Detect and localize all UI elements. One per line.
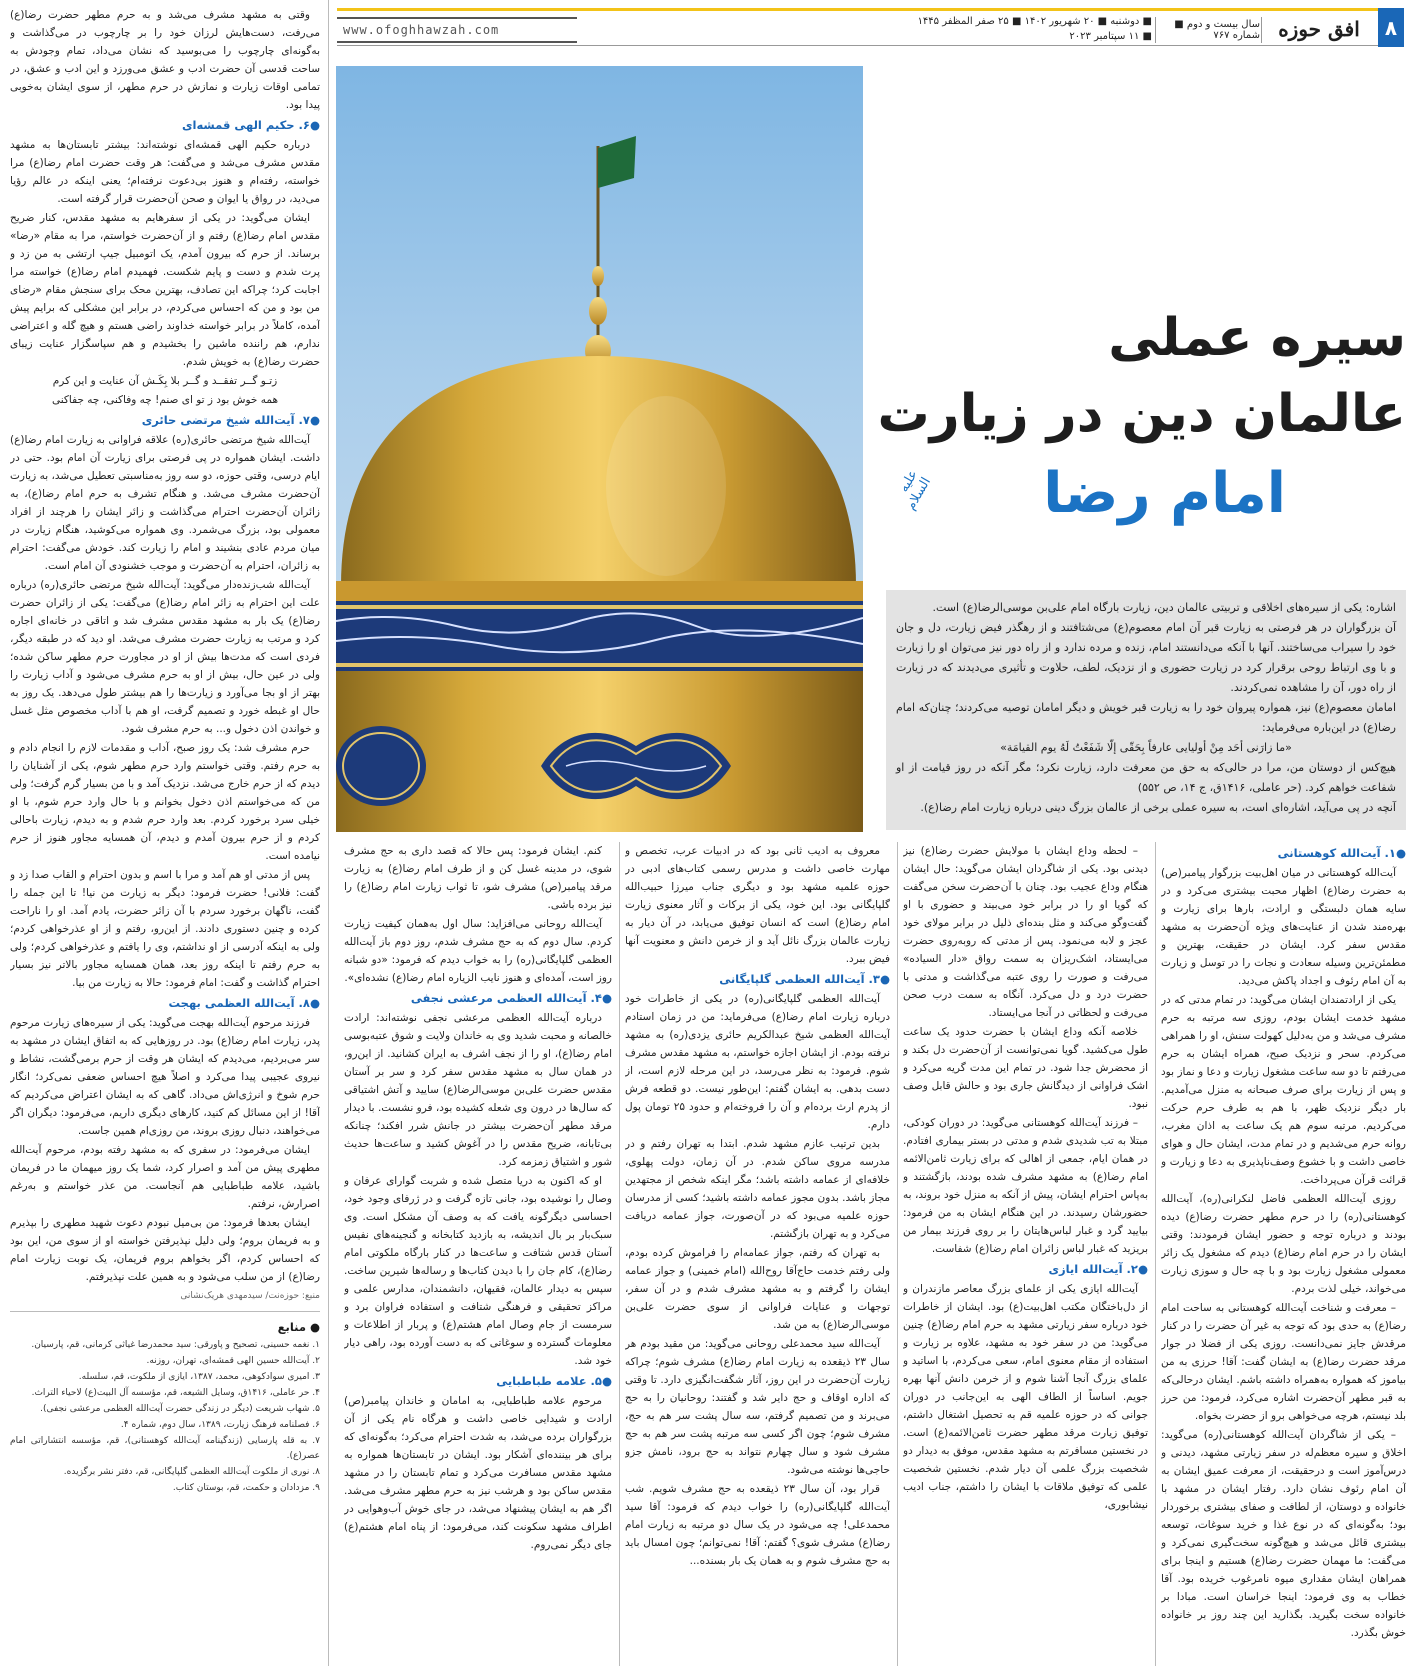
title-line-3: امام رضا: [1043, 461, 1286, 526]
section-heading: ●۷. آیت‌الله شیخ مرتضی حائری: [141, 413, 320, 427]
section-heading: ●۶. حکیم الهی قمشه‌ای: [181, 118, 320, 132]
section-heading: ●۱. آیت‌الله کوهستانی: [1277, 846, 1406, 860]
body-paragraph: آیت‌الله شب‌زنده‌دار می‌گوید: آیت‌الله شیخ مرتضی حائری(ره) درباره علت این احترام به زائر امام رضا(ع) می‌گفت: یکی از زائران حضرت رضا(ع) یک بار به مشهد مقدس مشرف شد و اتاقی در خانه‌ای اجاره کرد و مرتب به زیارت حضرت مشرف می‌شد. او دید که در طبقه دیگر، فردی است که مدت‌ها بیش از او در مجاورت حرم مطهر ساکن شده؛ ولی در عین حال، بیش از او به حرم مشرف می‌شود و آداب زیارت را بهتر از او بجا می‌آورد و زیارت‌ها را هم بیشتر طول می‌دهد. یک روز به حال او غبطه خورد و تصمیم گرفت، او هم با آداب مخصوص مثل غسل و خواندن اذن دخول و... به حرم مشرف شود.: [10, 579, 320, 735]
body-paragraph: بدین ترتیب عازم مشهد شدم. ابتدا به تهران رفتم و در مدرسه مروی ساکن شدم. در آن زمان، دولت پهلوی، خلافه‌ای از عمامه داشته باشد؛ مگر اینکه شخص از مجتهدین مجاز باشد. بدون مجوز عمامه داشته باشید؛ کسی از مدرسان حوزه علمیه می‌بود که در آن‌صورت، جواز عمامه دریافت می‌کرد و به تهران بازگشتم.: [625, 1138, 890, 1240]
date-line: [872, 14, 1152, 44]
article-column-4: [344, 842, 612, 1666]
reference-item: ۷. به قله پارسایی (زندگینامه آیت‌الله کوهستانی)، قم، مؤسسه انتشاراتی امام عصر(ع).: [10, 1436, 320, 1461]
body-paragraph: کنم. ایشان فرمود: پس حالا که قصد داری به حج مشرف شوی، در مدینه غسل کن و از طرف امام رضا(ع) به زیارت مرقد پیامبر(ص) مشرف شو، تا ثواب زیارت امام رضا(ع) را نیز برده باشی.: [344, 845, 612, 911]
issue-info: سال بیست و دوم ■ شماره ۷۶۷: [1174, 19, 1260, 41]
column-divider: [328, 0, 329, 1666]
reference-item: ۳. امیری سوادکوهی، محمد، ۱۳۸۷، ایازی از ملکوت، قم، سلسله.: [78, 1372, 320, 1382]
body-paragraph: به تهران که رفتم، جواز عمامه‌ام را فراموش کرده بودم، ولی رفتم خدمت حاج‌آقا روح‌الله (امام خمینی) و جواز عمامه ایشان را گرفتم و به مشهد مشرف شدم و در آن سفر، توجهات و عنایات فراوانی از سوی حضرت علی‌بن موسی‌الرضا(ع) به من شد.: [625, 1247, 890, 1331]
reference-item: ۶. فصلنامه فرهنگ زیارت، ۱۳۸۹، سال دوم، شماره ۴.: [120, 1420, 320, 1430]
reference-item: ۱. نغمه حسینی، تصحیح و پاورقی: سید محمدرضا غیاثی کرمانی، قم، پارسیان.: [31, 1340, 320, 1350]
body-paragraph: روزی آیت‌الله العظمی فاضل لنکرانی(ره)، آیت‌الله کوهستانی(ره) را در حرم مطهر حضرت رضا(ع) دیده بودند و درباره توجه و حضور ایشان فرمودند: وقتی ایشان را در حرم امام رضا(ع) دیدم که مشغول یک زائر معمولی مشغول زیارت بود و با چه حال و سوزی زیارت می‌خواند، خیلی لذت بردم.: [1161, 1193, 1406, 1295]
intro-paragraph: آنچه در پی می‌آید، اشاره‌ای است، به سیره عملی برخی از عالمان بزرگ دینی درباره زیارت امام رضا(ع).: [920, 801, 1396, 814]
intro-paragraph: آن بزرگواران در هر فرصتی به زیارت قبر آن امام معصوم(ع) می‌شتافتند و از رهگذر فیض زیارت، دل و جان خود را سیراب می‌ساختند. آنها با آنکه می‌دانستند امام، زنده و مرده ندارد و از راه دور نیز می‌توان او را زیارت و با وی ارتباط روحی برقرار کرد در زیارت حضوری و از نزدیک، لطف، حلاوت و تأثیری می‌دیدند که در زیارت از راه دور، آن را مشاهده نمی‌کردند.: [896, 621, 1396, 694]
column-divider: [619, 842, 620, 1666]
article-title: [876, 300, 1406, 536]
shrine-dome-photo: [336, 66, 863, 832]
body-paragraph: وقتی به مشهد مشرف می‌شد و به حرم مطهر حضرت رضا(ع) می‌رفت، دست‌هایش لرزان خود را بر چارچوب در می‌گذاشت و به‌گونه‌ای چارچوب را می‌بوسید که نشان می‌داد، تمام وجودش به ساحت قدسی آن حضرت ادب و عشق می‌ورزد و این ادب و عشق، در تمامی اوقات زیارت و نمازش در حرم مطهر، از سوی ایشان به‌خوبی پیدا بود.: [10, 9, 320, 111]
section-heading: ●۸. آیت‌الله العظمی بهجت: [168, 996, 320, 1010]
honorific-calligraphy: علیه السلام: [896, 467, 934, 513]
body-paragraph: آیت‌الله سید محمدعلی روحانی می‌گوید: من مقید بودم هر سال ۲۳ ذیقعده به زیارت امام رضا(ع) مشرف شوم؛ چراکه زیارت آن‌حضرت در این روز، آثار شگفت‌انگیزی دارد. تا وقتی که اداره اوقاف و حج دایر شد و گفتند: روحانیان را به حج می‌برند و من تصمیم گرفتم، سه سال پشت سر هم به حج، مشرف شوم؛ چون اگر کسی سه مرتبه پشت سر هم به حج مشرف شود و سال چهارم نتواند به حج برود، نامش جزو حاجی‌ها نوشته می‌شود.: [625, 1338, 890, 1476]
body-paragraph: – لحظه وداع ایشان با مولایش حضرت رضا(ع) نیز دیدنی بود. یکی از شاگردان ایشان می‌گوید: حال ایشان هنگام وداع عجیب بود. چنان با آن‌حضرت سخن می‌گفت که گویا او را در برابر خود می‌بیند و حضوری با او گفت‌وگو می‌کند و مثل بنده‌ای ذلیل در برابر مولای خود عجز و لابه می‌نمود. پس از مدتی که رو‌به‌روی حضرت می‌ایستاد، اشک‌ریزان به سمت رواق «دار السیاده» می‌رفت و صورت را روی عتبه می‌گذاشت و مدتی با حضرت درد و دل می‌کرد. آنگاه به سمت درب صحن می‌رفت و لحظاتی در آنجا می‌ایستاد.: [903, 845, 1148, 1019]
page-number: ۸: [1378, 8, 1404, 47]
article-column-1: [1161, 842, 1406, 1666]
body-paragraph: – معرفت و شناخت آیت‌الله کوهستانی به ساحت امام رضا(ع) به حدی بود که توجه به غیر آن حضرت را در کنار مرقدش جایز نمی‌دانست. روزی یکی از فضلا در جوار مرقد حضرت رضا(ع) به ایشان گفت: آقا! حرزی به من بیاموز که همواره به‌همراه داشته باشم. ایشان درحالی‌که به قبر مطهر آن‌حضرت اشاره می‌کرد، فرمود: من حرز بلد نیستم، هرچه می‌خواهی برو از حضرت بخواه.: [1161, 1302, 1406, 1422]
article-column-left: [10, 6, 320, 1666]
references-divider: [10, 1311, 320, 1312]
poem-verse: زتـو گــر تفقــد و گــر بلا بِکَـش آن عنایت و این کرم: [52, 375, 278, 387]
section-heading: ●۴. آیت‌الله العظمی مرعشی نجفی: [410, 991, 612, 1005]
header-divider: [1261, 17, 1262, 43]
body-paragraph: – فرزند آیت‌الله کوهستانی می‌گوید: در دوران کودکی، مبتلا به تب شدیدی شدم و مدتی در بستر بیماری افتادم. در همان ایام، جمعی از اهالی که برای زیارت ثامن‌الائمه امام رضا(ع) به مشهد مشرف شده بودند، بازگشتند و به‌پاس احترام ایشان، پیش از آنکه به منزل خود بروند، به حضورشان رسیدند. در این هنگام ایشان به من فرمود: بیایید گرد و غبار لباس‌هایتان را بر روی فرزند بیمار من بریزید که غبار لباس زائران امام رضا(ع) شفاست.: [903, 1117, 1148, 1255]
section-heading: ●۵. علامه طباطبایی: [496, 1374, 612, 1388]
page-header: [337, 8, 1404, 46]
date-gregorian: ■ ۱۱ سپتامبر ۲۰۲۳: [1069, 31, 1152, 42]
reference-item: ۵. شهاب شریعت (دیگر در زندگی حضرت آیت‌الله العظمی مرعشی نجفی).: [40, 1404, 320, 1414]
article-source: منبع: حوزه‌نت/ سیدمهدی هریک‌نشانی: [180, 1291, 320, 1301]
body-paragraph: ایشان بعدها فرمود: من بی‌میل نبودم دعوت شهید مطهری را بپذیرم و به فریمان بروم؛ ولی دلیل نپذیرفتن خواسته او از سوی من، این بود که احساس کردم، اگر بخواهم بروم فریمان، یک نوبت زیارت امام رضا(ع) از من سلب می‌شود و به همین علت نپذیرفتم.: [10, 1217, 320, 1283]
title-line-2: عالمان دین در زیارت: [877, 384, 1406, 444]
body-paragraph: – یکی از شاگردان آیت‌الله کوهستانی(ره) می‌گوید: اخلاق و سیره معظم‌له در سفر زیارتی مشهد، دیدنی و درس‌آموز است و درحقیقت، از معرفت عمیق ایشان به آن امام رئوف نشان دارد. رفتار ایشان در مشهد با خانواده و دوستان، از لطافت و صفای بیشتری برخوردار بود؛ به‌گونه‌ای که در نوع غذا و خرید سوغات، توسعه بیشتری قائل می‌شد و هیچ‌گونه سخت‌گیری نمی‌کرد و می‌گفت: ما مهمان حضرت رضا(ع) هستیم و اینجا برای همراهان ایشان مقداری میوه نامرغوب خریده بود. آقا خطاب به وی فرمود: اینجا خراسان است. مبادا بر خانواده سخت بگیرید. بگذارید این چند روز بر خانواده خوش بگذرد.: [1161, 1429, 1406, 1639]
body-paragraph: آیت‌الله العظمی گلپایگانی(ره) در یکی از خاطرات خود درباره زیارت امام رضا(ع) می‌فرماید: من در زمان استادم آیت‌الله العظمی شیخ عبدالکریم حائری یزدی(ره) به مشهد نرفته بودم. از ایشان اجازه خواستم، به مشهد مقدس مشرف شوم. فرمود: به نظر می‌رسد، در این مرحله لازم است، از دست بدهی. به ایشان گفتم: این‌طور نیست. دو قطعه فرش از پدرم ارث برده‌ام و آن را فروخته‌ام و حدود ۲۵ تومان پول دارم.: [625, 993, 890, 1131]
intro-box: [886, 590, 1406, 830]
body-paragraph: او که اکنون به دریا متصل شده و شربت گوارای عرفان و وصال را نوشیده بود، جانی تازه گرفت و در ژرفای وجود خود، احساسی دیگرگونه یافت که به وصف آن مشکل است. وی سبک‌بار بر بال اندیشه، به بازدید کتابخانه و گنجینه‌های نفیس آستان قدس شتافت و ساعت‌ها در کنار بارگاه ملکوتی امام رضا(ع)، کام جان را با دیدن کتاب‌ها و رساله‌ها شیرین ساخت. سپس به دیدار عالمان، فقیهان، دانشمندان، مدارس علمی و مراکز تحقیقی و فرهنگی شتافت و استفاده فراوان برد و سرمست از جام وصال امام هشتم(ع) و پربار از اطلاعات و معلومات گسترده و سوغاتی که به دست آورده بود، راهی دیار خود شد.: [344, 1175, 612, 1367]
section-heading: ●۳. آیت‌الله العظمی گلپایگانی: [719, 972, 890, 986]
column-divider: [1155, 842, 1156, 1666]
references-heading: ● منابع: [277, 1320, 320, 1334]
body-paragraph: آیت‌الله شیخ مرتضی حائری(ره) علاقه فراوانی به زیارت امام رضا(ع) داشت. ایشان همواره در پی فرصتی برای زیارت آن امام بود. حتی در ایام درسی، وقتی حوزه، دو سه روز به‌مناسبتی تعطیل می‌شد، به زیارت آن‌حضرت مشرف می‌شد. و هنگام تشرف به حرم امام رضا(ع)، به زائران آن‌حضرت احترام می‌گذاشت و زائر ایشان را هرچند از افراد معمولی بود، بزرگ می‌شمرد. وی همواره می‌کوشید، هنگام زیارت در میان مردم عادی بنشیند و امام را زیارت کند. خودش می‌گفت: احترام به زائران، احترام به آن‌حضرت و موجب خشنودی آن امام است.: [10, 434, 320, 572]
body-paragraph: آیت‌الله ایازی یکی از علمای بزرگ معاصر مازندران و از دل‌باختگان مکتب اهل‌بیت(ع) بود. ایشان از خاطرات خود درباره سفر زیارتی مشهد به حرم امام رضا(ع) چنین می‌گوید: من در سفر خود به مشهد، علاوه بر زیارت و استفاده از مقام معنوی امام، سعی می‌کردم، با اساتید و علمای بزرگ آنجا آشنا شوم و از خرمن دانش آنها بهره جویم. اساساً از الطاف الهی به این‌جانب در دوران جوانی که در حوزه علمیه قم به تحصیل اشتغال داشتم، توفیق زیارت مرقد مطهر حضرت ثامن‌الائمه(ع) است. در نخستین مسافرتم به مشهد مقدس، موفق به دیدار دو شخصیت بزرگ علمی آن دیار شدم. نخستین شخصیت علمی که توفیق ملاقات با ایشان را داشتم، جناب ادیب نیشابوری،: [903, 1283, 1148, 1511]
body-paragraph: ایشان می‌فرمود: در سفری که به مشهد رفته بودم، مرحوم آیت‌الله مطهری پیش من آمد و اصرار کرد، شما یک روز میهمان ما در فریمان باشید، علامه طباطبایی هم آنجاست. من عذر خواستم و به‌رغم اصرارش، نرفتم.: [10, 1144, 320, 1210]
section-heading: ●۲. آیت‌الله ایازی: [1048, 1262, 1148, 1276]
header-divider: [1155, 17, 1156, 43]
body-paragraph: یکی از ارادتمندان ایشان می‌گوید: در تمام مدتی که در مشهد خدمت ایشان بودم، روزی سه مرتبه به حرم مشرف می‌شد و من به‌دلیل کهولت سنش، او را همراهی می‌کردم. سحر و نزدیک صبح، همراه ایشان به حرم می‌رفتم تا دو سه ساعت مشغول زیارت و دعا و نماز بود و پس از زیارت برای صرف صبحانه به منزل می‌آمدیم. بار دیگر نزدیک ظهر، با هم به طرف حرم حرکت می‌کردیم. مرتبه سوم هم یک ساعت به اذان مغرب، روانه حرم می‌شدیم و در تمام مدت، ایشان حال و هوای خاصی داشت و با خشوع وصف‌ناپذیری به دعا و زیارت و قرائت قرآن می‌پرداخت.: [1161, 994, 1406, 1186]
body-paragraph: آیت‌الله روحانی می‌افزاید: سال اول به‌همان کیفیت زیارت کردم. سال دوم که به حج مشرف شدم، روز دوم باز آیت‌الله العظمی گلپایگانی(ره) را به خواب دیدم که فرمود: «دو شبانه روز است، آمده‌ای و هنوز نایب الزیاره امام رضا(ع) نشده‌ای».: [344, 918, 612, 984]
article-column-3: [625, 842, 890, 1666]
article-column-2: [903, 842, 1148, 1666]
reference-item: ۹. مزدادان و حکمت، قم، بوستان کتاب.: [172, 1483, 320, 1493]
newspaper-logo: افق حوزه: [1278, 17, 1360, 41]
poem-verse: همه خوش بود ز تو ای صنم! چه وفاکنی، چه جفاکنی: [52, 394, 278, 406]
reference-item: ۲. آیت‌الله حسین الهی قمشه‌ای، تهران، روزنه.: [146, 1356, 320, 1366]
intro-paragraph: هیچ‌کس از دوستان من، مرا در حالی‌که به حق من معرفت دارد، زیارت نکرد؛ مگر آنکه در روز قیامت از او شفاعت خواهم کرد. (حر عاملی، ۱۴۱۶ق، ج ۱۴، ص ۵۵۲): [896, 761, 1396, 794]
body-paragraph: آیت‌الله کوهستانی در میان اهل‌بیت بزرگوار پیامبر(ص) به حضرت رضا(ع) اظهار محبت بیشتری می‌کرد و در سایه همان دلبستگی و ارادت، بارها برای زیارت و بهره‌مند شدن از عنایت‌های ویژه آن‌حضرت به مشهد مقدس سفر کرد. ایشان در حقیقت، بهترین و مطمئن‌ترین وسیله سعادت و نجات را در توسل و زیارت به آن امام رئوف و اجداد پاکش می‌دید.: [1161, 867, 1406, 987]
body-paragraph: مرحوم علامه طباطبایی، به امامان و خاندان پیامبر(ص) ارادت و شیدایی خاصی داشت و هرگاه نام یکی از آن بزرگواران برده می‌شد، به شدت احترام می‌کرد؛ به‌گونه‌ای که برای هر بیننده‌ای آشکار بود. ایشان در تابستان‌ها همواره به مشهد مقدس مسافرت می‌کرد و تمام تابستان را در مشهد مقدس ساکن بود و هرشب نیز به حرم مطهر مشرف می‌شد. اگر هم به ایشان پیشنهاد می‌شد، در جای خوش آب‌وهوایی در اطراف مشهد سکونت کند، می‌فرمود: از پناه امام هشتم(ع) جای دیگر نمی‌روم.: [344, 1395, 612, 1551]
body-paragraph: حرم مشرف شد: یک روز صبح، آداب و مقدمات لازم را انجام دادم و به حرم رفتم. وقتی خواستم وارد حرم مطهر شوم، یکی از آشنایان را دیدم که از حرم خارج می‌شد. نزدیک آمد و با من بسیار گرم گرفت؛ ولی من که می‌خواستم اذن دخول بخوانم و با حال وارد حرم شوم، با او خیلی سرد برخورد کردم. بعد وارد حرم شدم و به دیدم، زیارت باحالی کردم و از حرم بیرون آمدم و دیدم، آن همسایه مجاور هنوز از حرم نیامده است.: [10, 742, 320, 862]
body-paragraph: درباره حکیم الهی قمشه‌ای نوشته‌اند: بیشتر تابستان‌ها به مشهد مقدس مشرف می‌شد و می‌گفت: هر وقت حضرت امام رضا(ع) مرا خواسته، رفته‌ام و هنوز بی‌دعوت نرفته‌ام؛ یعنی اینکه در عالم رؤیا می‌دید، در رواق یا ایوان و صحن آن‌حضرت قرار گرفته است.: [10, 139, 320, 205]
date-persian-hijri: ■ دوشنبه ■ ۲۰ شهریور ۱۴۰۲ ■ ۲۵ صفر المظفر ۱۴۴۵: [917, 16, 1152, 27]
body-paragraph: ایشان می‌گوید: در یکی از سفرهایم به مشهد مقدس، کنار ضریح مقدس امام رضا(ع) رفتم و از آن‌حضرت خواستم، مرا به مقام «رضا» برساند. از حرم که بیرون آمدم، یک اتومبیل جیپ ارتشی به من زد و پرت شدم و دست و پایم شکست. فهمیدم امام رضا(ع) خواسته مرا اجابت کرد؛ چراکه این تصادف، بهترین محک برای سنجش مقام «رضای من بود و من که احساس می‌کردم، در برابر این مشکلی که برایم پیش آمده، کاملاً در برابر خواسته خداوند راضی هستم و هیچ گله و اعتراضی ندارم، هم راننده ماشین را بخشیدم و هم سپاسگزار عنایت زیبای حضرت رضا(ع) به خویش شدم.: [10, 212, 320, 368]
body-paragraph: معروف به ادیب ثانی بود که در ادبیات عرب، تخصص و مهارت خاصی داشت و مدرس رسمی کتاب‌های ادبی در حوزه علمیه مشهد بود و دیگری جناب میرزا حبیب‌الله گلپایگانی بود. این خود، یکی از برکات و آثار معنوی زیارت امام رضا(ع) است که انسان توفیق می‌یابد، در آن دیار به زیارت عالمان بزرگ نائل آید و از خرمن دانش و معنویت آنها فیض ببرد.: [625, 845, 890, 965]
column-divider: [897, 842, 898, 1666]
body-paragraph: خلاصه آنکه وداع ایشان با حضرت حدود یک ساعت طول می‌کشید. گویا نمی‌توانست از آن‌حضرت دل بکند و از محضرش جدا شود. در تمام این مدت گریه می‌کرد و اشک فراوانی از دیدگانش جاری بود و حالش قابل وصف نبود.: [903, 1026, 1148, 1110]
body-paragraph: قرار بود، آن سال ۲۳ ذیقعده به حج مشرف شویم. شب آیت‌الله گلپایگانی(ره) را خواب دیدم که فرمود: آقا سید محمدعلی! چه می‌شود در یک سال دو مرتبه به زیارت امام رضا(ع) مشرف شوی؟ گفتم: آقا! نمی‌توانم؛ چون امسال باید به حج مشرف شوم و به همان یک بار بسنده...: [625, 1483, 890, 1567]
body-paragraph: درباره آیت‌الله العظمی مرعشی نجفی نوشته‌اند: ارادت خالصانه و محبت شدید وی به خاندان ولایت و شوق عتبه‌بوسی امام رضا(ع)، او را از نجف اشرف به ایران کشانید. از این‌رو، در همان سال به مشهد مقدس سفر کرد و سر بر آستان مقدس حضرت علی‌بن موسی‌الرضا(ع) سایید و آتش اشتیاقی که سال‌ها در درون وی شعله کشیده بود، فرو نشست. با دیدار مرقد مطهر آن‌حضرت بیشتر در جانش شرر افکند؛ چنانکه بی‌تابانه، ضریح مقدس را در آغوش کشید و ساعت‌ها حدیث شور و اشتیاق زمزمه کرد.: [344, 1012, 612, 1168]
body-paragraph: پس از مدتی او هم آمد و مرا با اسم و بدون احترام و القاب صدا زد و گفت: فلانی! حضرت فرمود: دیگر به زیارت من نیا! تا این جمله را گفت، ناگهان برخورد سردم با آن زائر حضرت، یادم آمد. او را ناراحت کرده و چنین دستوری دادند. از این‌رو، رفتم و از او عذرخواهی کردم؛ ولی به اینکه آدرسی از او نداشتم، وی را یافتم و عذرخواهی کردم؛ ولی به حرم رفتم تا اینکه روز بعد، همان همسایه مجاور بالاتر نیز بسیار احترام گذاشت و گفت: امام فرمود: حالا به زیارت من بیا.: [10, 869, 320, 989]
reference-item: ۴. حر عاملی، ۱۴۱۶ق، وسایل الشیعه، قم، مؤسسه آل البیت(ع) لاحیاء التراث.: [31, 1388, 320, 1398]
reference-item: ۸. نوری از ملکوت آیت‌الله العظمی گلپایگانی، قم، دفتر نشر برگزیده.: [63, 1467, 320, 1477]
intro-hadith: «ما زارَنی أحَد مِنْ أولیایی عارفاً بِحَقّی إلّا شَفَعْتُ لَهُ یوم القیامَة»: [1000, 741, 1292, 754]
website-link[interactable]: www.ofoghhawzah.com: [337, 17, 577, 43]
title-line-1: سیره عملی: [1108, 308, 1406, 368]
intro-paragraph: اشاره: یکی از سیره‌های اخلاقی و تربیتی عالمان دین، زیارت بارگاه امام علی‌بن موسی‌الرضا(ع) است.: [932, 601, 1396, 614]
body-paragraph: فرزند مرحوم آیت‌الله بهجت می‌گوید: یکی از سیره‌های زیارت مرحوم پدر، زیارت امام رضا(ع) بود. در روزهایی که به اتفاق ایشان در مشهد به سر می‌بردیم، می‌دیدم که ایشان هر وقت از حرم برمی‌گشت، نشاط و نیروی عجیبی پیدا می‌کرد و اصلاً هیچ احساس ضعفی نمی‌کرد؛ انگار حرم شوخ و انرژی‌اش می‌داد. گاهی که به ایشان اعتراض می‌کردیم که آقا! از این مسائل کم کنید، کارهای دیگری داریم، می‌فرمود: دیگران اگر می‌خواهند، دنبال روزی بروند، من روزی‌ام همین جاست.: [10, 1017, 320, 1137]
intro-paragraph: امامان معصوم(ع) نیز، همواره پیروان خود را به زیارت قبر خویش و دیگر امامان توصیه می‌کردند؛ چنان‌که امام رضا(ع) در این‌باره می‌فرماید:: [896, 701, 1396, 734]
golden-dome-image: [336, 66, 863, 832]
